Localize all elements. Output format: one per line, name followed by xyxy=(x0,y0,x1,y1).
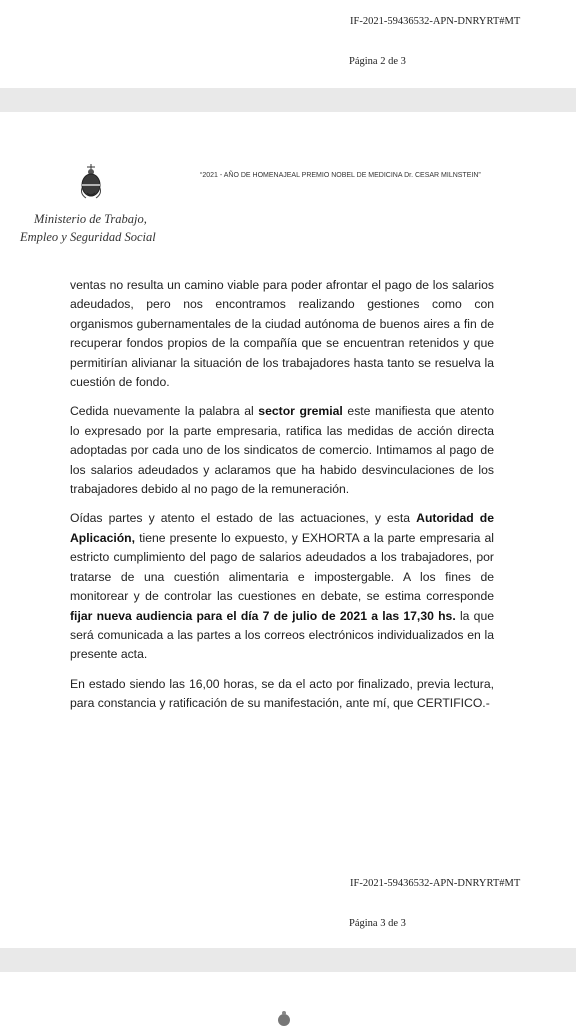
coat-of-arms-icon xyxy=(78,162,104,200)
footer-page-number: Página 3 de 3 xyxy=(349,918,406,929)
header-motto: “2021 - AÑO DE HOMENAJEAL PREMIO NOBEL DE MEDICINA Dr. CESAR MILNSTEIN” xyxy=(200,172,481,179)
paragraph-3-text-end: la que será comunicada a las partes a los correos electrónicos individualizados en la presente acta. xyxy=(70,608,494,662)
ministry-logo-text xyxy=(20,210,180,246)
paragraph-2-bold: sector gremial xyxy=(258,404,343,419)
paragraph-4: En estado siendo las 16,00 horas, se da el acto por finalizado, previa lectura, para constancia y ratificación de su manifestación, ante mí, que CERTIFICO.- xyxy=(70,676,494,711)
paragraph-1: ventas no resulta un camino viable para poder afrontar el pago de los salarios adeudados, pero nos encontramos realizando gestiones como con organismos gubernamentales de la ciudad autónoma de buenos aires a fin de recuperar fondos propios de la compañía que se encuentran retenidos y que permitirían alivianar la situación de los trabajadores hasta tanto se resuelva la cuestión de fondo. xyxy=(70,278,494,390)
document-body xyxy=(70,276,494,724)
footer-document-id: IF-2021-59436532-APN-DNRYRT#MT xyxy=(350,878,521,889)
ministry-line-2: Empleo y Seguridad Social xyxy=(20,230,156,244)
paragraph-3-bold-authority: Autoridad de Aplicación, xyxy=(70,511,494,545)
paragraph-3 xyxy=(70,509,494,664)
paragraph-2 xyxy=(70,402,494,499)
next-page-header xyxy=(0,972,576,1032)
document-page xyxy=(0,112,576,948)
paragraph-3-text: Oídas partes y atento el estado de las actuaciones, y esta xyxy=(70,511,417,526)
document-id: IF-2021-59436532-APN-DNRYRT#MT xyxy=(350,16,521,27)
ministry-line-1: Ministerio de Trabajo, xyxy=(34,212,147,226)
page-number: Página 2 de 3 xyxy=(349,56,406,67)
previous-page-footer xyxy=(0,0,576,88)
paragraph-2-text: Cedida nuevamente la palabra al xyxy=(70,404,259,419)
paragraph-2-text-rest: este manifiesta que atento lo expresado por la parte empresaria, ratifica las medidas de acción directa adoptadas por cada uno de los sindicatos de comercio. Intimamos al pago de los salarios adeudados y aclaramos que ha habido desvinculaciones de los trabajadores debido al no pago de la remuneración. xyxy=(70,404,494,497)
paragraph-3-bold-hearing: fijar nueva audiencia para el día 7 de julio de 2021 a las 17,30 hs. xyxy=(70,608,456,623)
paragraph-3-text-mid: tiene presente lo expuesto, y EXHORTA a la parte empresaria al estricto cumplimiento del pago de salarios adeudados a los trabajadores, por tratarse de una cuestión alimentaria e impostergable. A los fines de monitorear y de controlar las cuestiones en debate, se estima corresponde xyxy=(70,530,494,604)
